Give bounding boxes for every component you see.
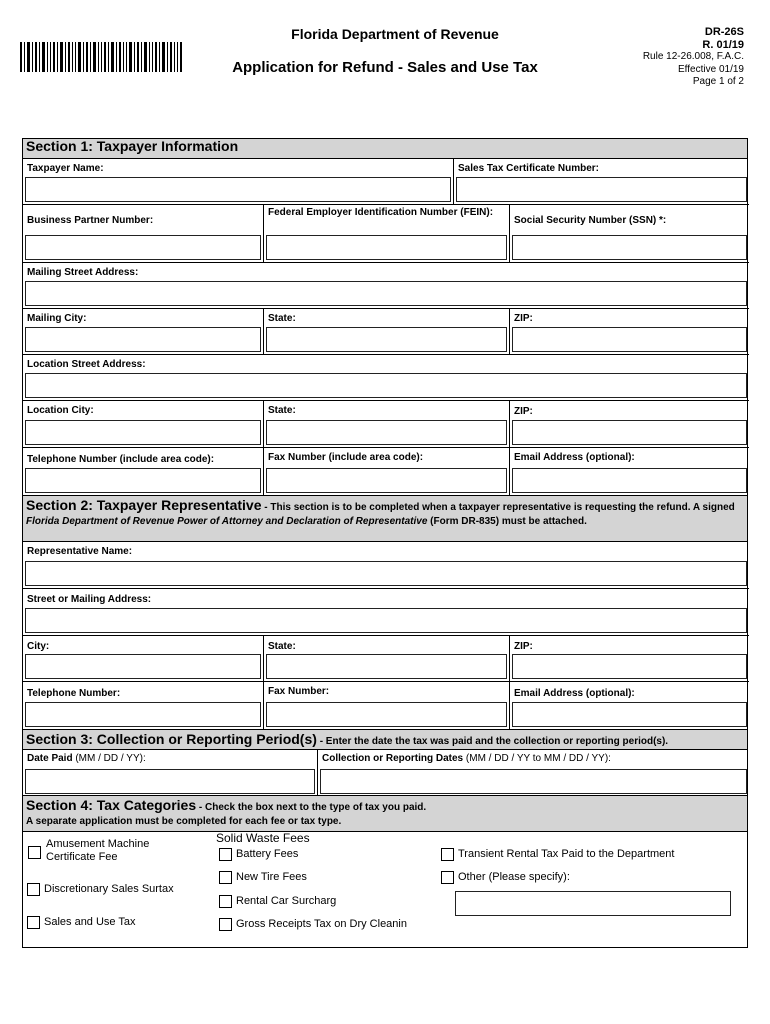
mailing-street-label: Mailing Street Address: xyxy=(27,267,139,278)
rep-zip-label: ZIP: xyxy=(514,641,533,652)
rep-name-label: Representative Name: xyxy=(27,546,133,557)
ssn-cell xyxy=(510,205,749,263)
other-label: Other (Please specify): xyxy=(458,871,570,883)
collection-dates-format: (MM / DD / YY to MM / DD / YY): xyxy=(463,753,611,764)
rep-state-cell xyxy=(264,636,510,682)
section2-header xyxy=(23,495,747,542)
battery-label: Battery Fees xyxy=(236,848,299,860)
sales-tax-cert-cell xyxy=(454,159,749,205)
rep-street-cell xyxy=(23,589,749,636)
taxpayer-name-input[interactable] xyxy=(25,177,451,202)
rep-city-input[interactable] xyxy=(25,654,261,679)
gross-receipts-label: Gross Receipts Tax on Dry Cleanin xyxy=(236,918,407,930)
location-street-input[interactable] xyxy=(25,373,747,398)
location-state-label: State: xyxy=(268,405,296,416)
other-specify-input[interactable] xyxy=(455,891,731,916)
rep-name-input[interactable] xyxy=(25,561,747,586)
fax-input[interactable] xyxy=(266,468,507,493)
rep-telephone-label: Telephone Number: xyxy=(27,688,121,699)
section4-desc-b: A separate application must be completed for each fee or tax type. xyxy=(26,816,342,827)
date-paid-cell xyxy=(23,750,318,795)
solid-waste-heading: Solid Waste Fees xyxy=(216,831,310,845)
location-city-label: Location City: xyxy=(27,405,94,416)
rental-car-checkbox[interactable] xyxy=(219,895,232,908)
rental-car-label: Rental Car Surcharg xyxy=(236,895,337,907)
mailing-state-input[interactable] xyxy=(266,327,507,352)
amusement-label: Amusement Machine Certificate Fee xyxy=(46,838,150,863)
new-tire-label: New Tire Fees xyxy=(236,871,307,883)
rep-city-label: City: xyxy=(27,641,50,652)
fax-cell xyxy=(264,448,510,495)
section3-desc: - Enter the date the tax was paid and the collection or reporting period(s). xyxy=(316,736,669,747)
mailing-street-cell xyxy=(23,263,749,309)
mailing-street-input[interactable] xyxy=(25,281,747,306)
mailing-city-cell xyxy=(23,309,264,355)
battery-checkbox[interactable] xyxy=(219,848,232,861)
section4-desc-a: - Check the box next to the type of tax you paid. xyxy=(196,802,427,813)
transient-checkbox[interactable] xyxy=(441,848,454,861)
rep-telephone-input[interactable] xyxy=(25,702,261,727)
rep-street-label: Street or Mailing Address: xyxy=(27,594,152,605)
rep-email-cell xyxy=(510,682,749,729)
section2-desc-italic: Florida Department of Revenue Power of Attorney and Declaration of Representative xyxy=(26,516,428,527)
business-partner-cell xyxy=(23,205,264,263)
sales-use-label: Sales and Use Tax xyxy=(44,916,136,928)
section4-title: Section 4: Tax Categories xyxy=(26,797,197,813)
section4-header xyxy=(23,795,747,832)
form-meta xyxy=(643,26,744,89)
discretionary-label: Discretionary Sales Surtax xyxy=(44,883,174,895)
telephone-label: Telephone Number (include area code): xyxy=(27,454,215,465)
location-zip-input[interactable] xyxy=(512,420,747,445)
section3-title: Section 3: Collection or Reporting Period(s) xyxy=(26,731,317,747)
rep-telephone-cell xyxy=(23,682,264,729)
rep-fax-label: Fax Number: xyxy=(268,686,330,697)
location-zip-cell xyxy=(510,401,749,448)
section2-title: Section 2: Taxpayer Representative xyxy=(26,497,262,513)
mailing-zip-input[interactable] xyxy=(512,327,747,352)
fax-label: Fax Number (include area code): xyxy=(268,452,424,463)
mailing-zip-cell xyxy=(510,309,749,355)
amusement-checkbox[interactable] xyxy=(28,846,41,859)
form-effective: Effective 01/19 xyxy=(678,63,744,75)
discretionary-checkbox[interactable] xyxy=(27,883,40,896)
section3-header xyxy=(23,729,747,750)
other-checkbox[interactable] xyxy=(441,871,454,884)
rep-zip-cell xyxy=(510,636,749,682)
rep-street-input[interactable] xyxy=(25,608,747,633)
transient-label: Transient Rental Tax Paid to the Department xyxy=(458,848,675,860)
section1-header xyxy=(23,139,747,159)
collection-dates-cell xyxy=(318,750,749,795)
new-tire-checkbox[interactable] xyxy=(219,871,232,884)
form-revision: R. 01/19 xyxy=(702,38,744,51)
telephone-input[interactable] xyxy=(25,468,261,493)
collection-dates-label-text: Collection or Reporting Dates xyxy=(322,753,464,764)
mailing-state-label: State: xyxy=(268,313,296,324)
ssn-input[interactable] xyxy=(512,235,747,260)
section2-desc-b: (Form DR-835) must be attached. xyxy=(427,516,587,527)
location-city-input[interactable] xyxy=(25,420,261,445)
gross-receipts-checkbox[interactable] xyxy=(219,918,232,931)
mailing-state-cell xyxy=(264,309,510,355)
location-state-cell xyxy=(264,401,510,448)
location-street-label: Location Street Address: xyxy=(27,359,146,370)
rep-fax-cell xyxy=(264,682,510,729)
form-rule: Rule 12-26.008, F.A.C. xyxy=(642,51,744,62)
section2-desc-a: - This section is to be completed when a taxpayer representative is requesting the refund. A signed xyxy=(261,502,735,513)
taxpayer-name-cell xyxy=(23,159,454,205)
email-input[interactable] xyxy=(512,468,747,493)
form-number: DR-26S xyxy=(704,26,744,38)
date-paid-input[interactable] xyxy=(25,769,315,794)
fein-label: Federal Employer Identification Number (FEIN): xyxy=(268,207,494,218)
rep-name-cell xyxy=(23,542,749,589)
page-indicator: Page 1 of 2 xyxy=(692,76,744,87)
sales-tax-cert-label: Sales Tax Certificate Number: xyxy=(458,163,599,174)
mailing-zip-label: ZIP: xyxy=(514,313,533,324)
telephone-cell xyxy=(23,448,264,495)
department-name: Florida Department of Revenue xyxy=(291,26,499,42)
rep-state-label: State: xyxy=(268,641,296,652)
rep-zip-input[interactable] xyxy=(512,654,747,679)
collection-dates-input[interactable] xyxy=(320,769,747,794)
mailing-city-input[interactable] xyxy=(25,327,261,352)
form-title: Application for Refund - Sales and Use Tax xyxy=(232,59,538,76)
date-paid-label-text: Date Paid xyxy=(27,753,73,764)
email-label: Email Address (optional): xyxy=(514,452,635,463)
rep-fax-input[interactable] xyxy=(266,702,507,727)
email-cell xyxy=(510,448,749,495)
mailing-city-label: Mailing City: xyxy=(27,313,87,324)
sales-use-checkbox[interactable] xyxy=(27,916,40,929)
refund-form xyxy=(22,138,748,948)
location-city-cell xyxy=(23,401,264,448)
business-partner-label: Business Partner Number: xyxy=(27,215,154,226)
ssn-label: Social Security Number (SSN) *: xyxy=(514,215,667,226)
location-state-input[interactable] xyxy=(266,420,507,445)
rep-city-cell xyxy=(23,636,264,682)
sales-tax-cert-input[interactable] xyxy=(456,177,747,202)
rep-state-input[interactable] xyxy=(266,654,507,679)
fein-cell xyxy=(264,205,510,263)
date-paid-label xyxy=(27,753,146,765)
fein-input[interactable] xyxy=(266,235,507,260)
section1-title: Section 1: Taxpayer Information xyxy=(26,138,239,154)
location-street-cell xyxy=(23,355,749,401)
taxpayer-name-label: Taxpayer Name: xyxy=(27,163,104,174)
collection-dates-label xyxy=(322,753,611,765)
rep-email-input[interactable] xyxy=(512,702,747,727)
business-partner-input[interactable] xyxy=(25,235,261,260)
rep-email-label: Email Address (optional): xyxy=(514,688,635,699)
location-zip-label: ZIP: xyxy=(514,406,533,417)
date-paid-format: (MM / DD / YY): xyxy=(72,753,146,764)
